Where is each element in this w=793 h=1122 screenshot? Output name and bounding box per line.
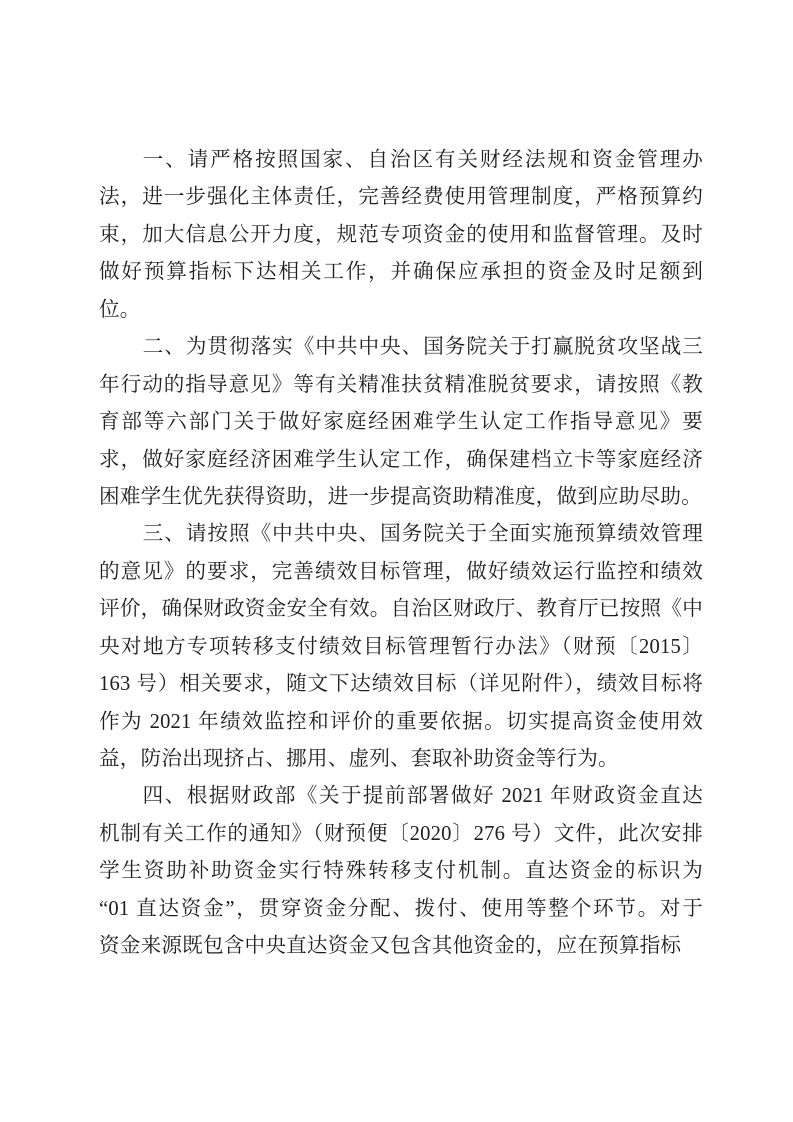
paragraph-1-line-5: 位。 [99,298,141,321]
paragraph-3-line-4: 央对地方专项转移支付绩效目标管理暂行办法》（财预〔2015〕 [99,635,703,658]
paragraph-4-line-3: 学生资助补助资金实行特殊转移支付机制。直达资金的标识为 [99,860,703,883]
paragraph-1-line-4: 做好预算指标下达相关工作，并确保应承担的资金及时足额到 [99,261,703,284]
paragraph-3-line-7: 益，防治出现挤占、挪用、虚列、套取补助资金等行为。 [99,748,619,770]
paragraph-4-line-4: “01 直达资金”，贯穿资金分配、拨付、使用等整个环节。对于 [99,897,703,920]
document-body [99,142,703,966]
paragraph-3-line-1: 三、请按照《中共中央、国务院关于全面实施预算绩效管理 [142,523,703,546]
paragraph-3-line-6: 作为 2021 年绩效监控和评价的重要依据。切实提高资金使用效 [99,710,703,733]
paragraph-3-line-3: 评价，确保财政资金安全有效。自治区财政厅、教育厅已按照《中 [99,598,703,621]
paragraph-1-line-3: 束，加大信息公开力度，规范专项资金的使用和监督管理。及时 [99,223,703,246]
paragraph-2-line-4: 求，做好家庭经济困难学生认定工作，确保建档立卡等家庭经济 [99,448,703,471]
paragraph-2-line-3: 育部等六部门关于做好家庭经困难学生认定工作指导意见》要 [99,411,703,434]
paragraph-2-line-2: 年行动的指导意见》等有关精准扶贫精准脱贫要求，请按照《教 [99,373,703,396]
paragraph-4-line-5: 资金来源既包含中央直达资金又包含其他资金的，应在预算指标 [99,935,682,958]
paragraph-1-line-2: 法，进一步强化主体责任，完善经费使用管理制度，严格预算约 [99,186,703,209]
paragraph-3-line-2: 的意见》的要求，完善绩效目标管理，做好绩效运行监控和绩效 [99,560,703,583]
paragraph-3-line-5: 163 号）相关要求，随文下达绩效目标（详见附件），绩效目标将 [99,673,703,696]
paragraph-2-line-5: 困难学生优先获得资助，进一步提高资助精准度，做到应助尽助。 [99,485,703,508]
paragraph-4-line-1: 四、根据财政部《关于提前部署做好 2021 年财政资金直达 [142,785,703,808]
paragraph-4-line-2: 机制有关工作的通知》（财预便〔2020〕276 号）文件，此次安排 [99,822,703,845]
paragraph-2-line-1: 二、为贯彻落实《中共中央、国务院关于打赢脱贫攻坚战三 [142,336,703,359]
paragraph-1-line-1: 一、请严格按照国家、自治区有关财经法规和资金管理办 [142,149,703,171]
